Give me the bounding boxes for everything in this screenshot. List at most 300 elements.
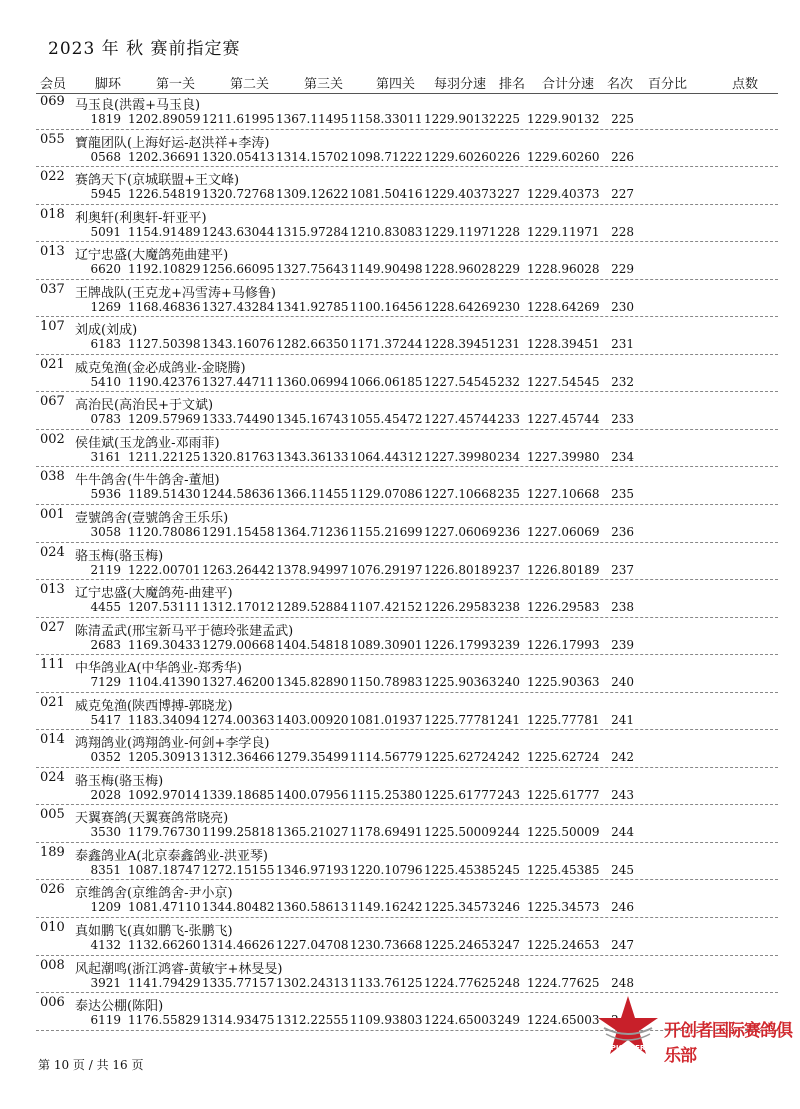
stage2-speed: 1320.05413: [202, 149, 275, 164]
stage3-speed: 1364.71236: [276, 525, 349, 540]
stage2-speed: 1256.66095: [202, 262, 275, 277]
place: 225: [611, 112, 634, 126]
total-speed: 1229.11971: [527, 224, 600, 239]
stage2-speed: 1199.25818: [202, 825, 275, 840]
ring-number: 4132: [90, 938, 121, 953]
club-name: 真如鹏飞(真如鹏飞-张鹏飞): [75, 924, 233, 940]
place: 246: [611, 900, 634, 915]
club-name: 风起潮鸣(浙江鸿睿-黄敏宇+林旻旻): [75, 961, 283, 977]
stage2-speed: 1320.72768: [202, 187, 275, 202]
row-divider: [36, 729, 778, 730]
club-name: 辽宁忠盛(大魔鸽苑-曲建平): [75, 586, 233, 602]
member-number: 010: [40, 920, 65, 936]
ring-number: 5091: [90, 224, 121, 239]
place: 230: [611, 299, 634, 314]
rank: 241: [497, 712, 520, 727]
stage2-speed: 1327.46200: [202, 675, 275, 690]
club-name: 威克兔渔(金必成鸽业-金晓腾): [75, 360, 246, 376]
club-name: 赛鸽天下(京城联盟+王文峰): [75, 173, 240, 189]
ring-number: 1209: [90, 900, 121, 915]
place: 248: [611, 975, 634, 990]
table-header: [36, 73, 776, 91]
table-row: [0, 919, 800, 957]
table-row: [0, 731, 800, 769]
member-number: 037: [40, 281, 65, 297]
member-number: 107: [40, 319, 65, 335]
stage1-speed: 1190.42376: [128, 374, 201, 389]
stage1-speed: 1132.66260: [128, 938, 201, 953]
stage1-speed: 1192.10829: [128, 262, 201, 277]
place: 237: [611, 562, 634, 577]
stage1-speed: 1168.46836: [128, 299, 201, 314]
stage2-speed: 1314.46626: [202, 938, 275, 953]
stage4-speed: 1150.78983: [350, 675, 423, 690]
stage2-speed: 1291.15458: [202, 525, 275, 540]
club-name: 壹號鸽舍(壹號鸽舍王乐乐): [75, 511, 229, 527]
total-speed: 1225.24653: [527, 938, 600, 953]
stage1-speed: 1211.22125: [128, 449, 201, 464]
header-ring: 脚环: [95, 77, 122, 92]
stage3-speed: 1289.52884: [276, 600, 349, 615]
speed-per-bird: 1226.80189: [424, 562, 497, 577]
speed-per-bird: 1229.60260: [424, 149, 497, 164]
ring-number: 5417: [90, 712, 121, 727]
stage4-speed: 1064.44312: [350, 449, 423, 464]
stage4-speed: 1055.45472: [350, 412, 423, 427]
header-speed: 每羽分速: [434, 77, 487, 92]
rank: 225: [497, 112, 520, 126]
ring-number: 3058: [90, 525, 121, 540]
header-stage4: 第四关: [376, 77, 416, 92]
total-speed: 1225.45385: [527, 862, 600, 877]
total-speed: 1225.90363: [527, 675, 600, 690]
total-speed: 1225.50009: [527, 825, 600, 840]
stage2-speed: 1274.00363: [202, 712, 275, 727]
ring-number: 5945: [90, 187, 121, 202]
stage1-speed: 1209.57969: [128, 412, 201, 427]
logo-badge-text: PIONEER: [610, 1044, 646, 1052]
speed-per-bird: 1227.45744: [424, 412, 497, 427]
stage3-speed: 1345.82890: [276, 675, 349, 690]
table-row: [0, 844, 800, 882]
speed-per-bird: 1225.24653: [424, 938, 497, 953]
ring-number: 0352: [90, 750, 121, 765]
stage3-speed: 1404.54818: [276, 637, 349, 652]
header-rank: 排名: [499, 77, 526, 92]
stage1-speed: 1120.78086: [128, 525, 201, 540]
ring-number: 5936: [90, 487, 121, 502]
ring-number: 5410: [90, 374, 121, 389]
speed-per-bird: 1229.11971: [424, 224, 497, 239]
rank: 227: [497, 187, 520, 202]
stage3-speed: 1279.35499: [276, 750, 349, 765]
total-speed: 1229.60260: [527, 149, 600, 164]
stage3-speed: 1315.97284: [276, 224, 349, 239]
member-number: 006: [40, 995, 65, 1011]
place: 235: [611, 487, 634, 502]
stage2-speed: 1344.80482: [202, 900, 275, 915]
stage2-speed: 1343.16076: [202, 337, 275, 352]
ring-number: 7129: [90, 675, 121, 690]
rank: 243: [497, 787, 520, 802]
member-number: 021: [40, 694, 65, 710]
ring-number: 0783: [90, 412, 121, 427]
table-row: [0, 318, 800, 356]
club-name: 天翼赛鸽(天翼赛鸽常晓亮): [75, 811, 229, 827]
row-divider: [36, 804, 778, 805]
stage4-speed: 1081.50416: [350, 187, 423, 202]
club-logo: [596, 994, 796, 1066]
stage3-speed: 1227.04708: [276, 938, 349, 953]
stage2-speed: 1333.74490: [202, 412, 275, 427]
table-row: [0, 206, 800, 244]
logo-text: 开创者国际赛鸽俱乐部: [664, 1021, 792, 1066]
club-name: 威克兔渔(陕西博搏-郭晓龙): [75, 698, 233, 714]
stage4-speed: 1230.73668: [350, 938, 423, 953]
row-divider: [36, 166, 778, 167]
club-name: 鸿翔鸽业(鸿翔鸽业-何剑+李学良): [75, 736, 270, 752]
rank: 236: [497, 525, 520, 540]
stage4-speed: 1171.37244: [350, 337, 423, 352]
row-divider: [36, 204, 778, 205]
header-stage2: 第二关: [230, 77, 270, 92]
table-row: [0, 131, 800, 169]
stage3-speed: 1282.66350: [276, 337, 349, 352]
stage4-speed: 1114.56779: [350, 750, 423, 765]
stage3-speed: 1343.36133: [276, 449, 349, 464]
total-speed: 1225.62724: [527, 750, 600, 765]
place: 243: [611, 787, 634, 802]
ring-number: 6620: [90, 262, 121, 277]
club-name: 中华鸽业A(中华鸽业-郑秀华): [75, 661, 242, 677]
table-row: [0, 168, 800, 206]
total-speed: 1224.77625: [527, 975, 600, 990]
stage3-speed: 1400.07956: [276, 787, 349, 802]
rank: 226: [497, 149, 520, 164]
member-number: 069: [40, 94, 65, 109]
row-divider: [36, 466, 778, 467]
stage2-speed: 1335.77157: [202, 975, 275, 990]
club-name: 京维鸽舍(京维鸽舍-尹小京): [75, 886, 233, 902]
header-stage3: 第三关: [304, 77, 344, 92]
speed-per-bird: 1224.65003: [424, 1013, 497, 1028]
table-row: [0, 694, 800, 732]
place: 238: [611, 600, 634, 615]
stage1-speed: 1087.18747: [128, 862, 201, 877]
header-total: 合计分速: [542, 77, 595, 92]
stage4-speed: 1109.93803: [350, 1013, 423, 1028]
table-row: [0, 356, 800, 394]
member-number: 026: [40, 882, 65, 898]
stage3-speed: 1312.22555: [276, 1013, 349, 1028]
ring-number: 8351: [90, 862, 121, 877]
stage4-speed: 1149.90498: [350, 262, 423, 277]
club-name: 泰鑫鸽业A(北京泰鑫鸽业-洪亚琴): [75, 848, 268, 864]
club-name: 王牌战队(王克龙+冯雪涛+马修鲁): [75, 285, 276, 301]
total-speed: 1227.39980: [527, 449, 600, 464]
stage1-speed: 1176.55829: [128, 1013, 201, 1028]
page-title: 2023 年 秋 赛前指定赛: [48, 39, 241, 59]
place: 233: [611, 412, 634, 427]
club-name: 寶龍团队(上海好运-赵洪祥+李涛): [75, 135, 270, 151]
stage4-speed: 1098.71222: [350, 149, 423, 164]
ring-number: 1269: [90, 299, 121, 314]
club-name: 辽宁忠盛(大魔鸽苑曲建平): [75, 248, 229, 264]
stage1-speed: 1207.53111: [128, 600, 201, 615]
stage3-speed: 1346.97193: [276, 862, 349, 877]
stage3-speed: 1314.15702: [276, 149, 349, 164]
speed-per-bird: 1228.64269: [424, 299, 497, 314]
ring-number: 3921: [90, 975, 121, 990]
rank: 238: [497, 600, 520, 615]
stage4-speed: 1129.07086: [350, 487, 423, 502]
ring-number: 3161: [90, 449, 121, 464]
table-row: [0, 243, 800, 281]
speed-per-bird: 1227.10668: [424, 487, 497, 502]
row-divider: [36, 279, 778, 280]
rank: 242: [497, 750, 520, 765]
place: 247: [611, 938, 634, 953]
stage1-speed: 1222.00701: [128, 562, 201, 577]
ring-number: 3530: [90, 825, 121, 840]
table-row: [0, 506, 800, 544]
stage4-speed: 1066.06185: [350, 374, 423, 389]
rank: 231: [497, 337, 520, 352]
member-number: 067: [40, 394, 65, 410]
club-name: 泰达公棚(陈阳): [75, 999, 164, 1015]
club-name: 高治民(高治民+于文斌): [75, 398, 214, 414]
member-number: 008: [40, 957, 65, 973]
place: 228: [611, 224, 634, 239]
club-name: 牛牛鸽舍(牛牛鸽舍-董旭): [75, 473, 220, 489]
stage3-speed: 1403.00920: [276, 712, 349, 727]
speed-per-bird: 1224.77625: [424, 975, 497, 990]
speed-per-bird: 1229.40373: [424, 187, 497, 202]
stage3-speed: 1302.24313: [276, 975, 349, 990]
member-number: 111: [40, 657, 65, 673]
row-divider: [36, 579, 778, 580]
stage4-speed: 1149.16242: [350, 900, 423, 915]
header-points: 点数: [732, 77, 759, 92]
rank: 239: [497, 637, 520, 652]
table-row: [0, 544, 800, 582]
stage1-speed: 1127.50398: [128, 337, 201, 352]
member-number: 024: [40, 769, 65, 785]
row-divider: [36, 429, 778, 430]
header-place: 名次: [607, 77, 634, 92]
stage4-speed: 1107.42152: [350, 600, 423, 615]
club-name: 刘成(刘成): [75, 323, 138, 339]
stage2-speed: 1320.81763: [202, 449, 275, 464]
ring-number: 4455: [90, 600, 121, 615]
stage4-speed: 1100.16456: [350, 299, 423, 314]
stage2-speed: 1244.58636: [202, 487, 275, 502]
place: 232: [611, 374, 634, 389]
ring-number: 1819: [90, 112, 121, 126]
member-number: 001: [40, 507, 65, 523]
club-name: 骆玉梅(骆玉梅): [75, 773, 164, 789]
table-row: [0, 806, 800, 844]
rank: 232: [497, 374, 520, 389]
table-row: [0, 468, 800, 506]
stage1-speed: 1183.34094: [128, 712, 201, 727]
member-number: 024: [40, 544, 65, 560]
rank: 233: [497, 412, 520, 427]
table-row: [0, 957, 800, 995]
row-divider: [36, 129, 778, 130]
member-number: 014: [40, 732, 65, 748]
table-row: [0, 769, 800, 807]
stage2-speed: 1312.36466: [202, 750, 275, 765]
member-number: 021: [40, 356, 65, 372]
speed-per-bird: 1225.77781: [424, 712, 497, 727]
stage1-speed: 1169.30433: [128, 637, 201, 652]
stage1-speed: 1205.30913: [128, 750, 201, 765]
speed-per-bird: 1225.50009: [424, 825, 497, 840]
page-footer: 第 10 页 / 共 16 页: [38, 1058, 144, 1072]
table-row: [0, 581, 800, 619]
pioneer-star-icon: [596, 994, 660, 1058]
table-row: [0, 656, 800, 694]
place: 241: [611, 712, 634, 727]
speed-per-bird: 1229.90132: [424, 112, 497, 126]
place: 231: [611, 337, 634, 352]
rank: 235: [497, 487, 520, 502]
total-speed: 1224.65003: [527, 1013, 600, 1028]
stage3-speed: 1366.11455: [276, 487, 349, 502]
row-divider: [36, 542, 778, 543]
row-divider: [36, 917, 778, 918]
table-row: [0, 619, 800, 657]
table-row: [0, 431, 800, 469]
total-speed: 1226.29583: [527, 600, 600, 615]
place: 240: [611, 675, 634, 690]
stage3-speed: 1365.21027: [276, 825, 349, 840]
speed-per-bird: 1227.06069: [424, 525, 497, 540]
rank: 246: [497, 900, 520, 915]
stage1-speed: 1189.51430: [128, 487, 201, 502]
stage4-speed: 1133.76125: [350, 975, 423, 990]
stage1-speed: 1226.54819: [128, 187, 201, 202]
stage3-speed: 1360.58613: [276, 900, 349, 915]
total-speed: 1226.17993: [527, 637, 600, 652]
row-divider: [36, 767, 778, 768]
stage4-speed: 1210.83083: [350, 224, 423, 239]
member-number: 038: [40, 469, 65, 485]
speed-per-bird: 1228.96028: [424, 262, 497, 277]
speed-per-bird: 1225.34573: [424, 900, 497, 915]
stage3-speed: 1345.16743: [276, 412, 349, 427]
stage3-speed: 1360.06994: [276, 374, 349, 389]
row-divider: [36, 654, 778, 655]
header-stage1: 第一关: [156, 77, 196, 92]
rank: 245: [497, 862, 520, 877]
member-number: 189: [40, 844, 65, 860]
stage1-speed: 1179.76730: [128, 825, 201, 840]
stage1-speed: 1202.89059: [128, 112, 201, 126]
rank: 244: [497, 825, 520, 840]
stage2-speed: 1327.43284: [202, 299, 275, 314]
member-number: 022: [40, 169, 65, 185]
place: 226: [611, 149, 634, 164]
speed-per-bird: 1225.61777: [424, 787, 497, 802]
stage4-speed: 1178.69491: [350, 825, 423, 840]
stage4-speed: 1220.10796: [350, 862, 423, 877]
rank: 247: [497, 938, 520, 953]
total-speed: 1227.10668: [527, 487, 600, 502]
place: 245: [611, 862, 634, 877]
header-percent: 百分比: [648, 77, 688, 92]
row-divider: [36, 316, 778, 317]
rank: 240: [497, 675, 520, 690]
stage2-speed: 1339.18685: [202, 787, 275, 802]
total-speed: 1228.64269: [527, 299, 600, 314]
stage3-speed: 1341.92785: [276, 299, 349, 314]
rank: 228: [497, 224, 520, 239]
stage4-speed: 1081.01937: [350, 712, 423, 727]
stage1-speed: 1104.41390: [128, 675, 201, 690]
ring-number: 2119: [90, 562, 121, 577]
stage1-speed: 1092.97014: [128, 787, 201, 802]
place: 242: [611, 750, 634, 765]
table-row: [0, 281, 800, 319]
speed-per-bird: 1227.54545: [424, 374, 497, 389]
rank: 234: [497, 449, 520, 464]
place: 229: [611, 262, 634, 277]
speed-per-bird: 1228.39451: [424, 337, 497, 352]
club-name: 陈清孟武(邢宝新马平于德玲张建孟武): [75, 623, 294, 639]
member-number: 002: [40, 431, 65, 447]
place: 244: [611, 825, 634, 840]
club-name: 马玉良(洪霞+马玉良): [75, 98, 201, 113]
stage4-speed: 1155.21699: [350, 525, 423, 540]
rank: 248: [497, 975, 520, 990]
stage2-speed: 1243.63044: [202, 224, 275, 239]
row-divider: [36, 842, 778, 843]
stage4-speed: 1158.33011: [350, 112, 423, 126]
row-divider: [36, 992, 778, 993]
total-speed: 1226.80189: [527, 562, 600, 577]
total-speed: 1227.45744: [527, 412, 600, 427]
header-member: 会员: [40, 77, 67, 92]
stage1-speed: 1154.91489: [128, 224, 201, 239]
row-divider: [36, 955, 778, 956]
member-number: 013: [40, 582, 65, 598]
stage2-speed: 1312.17012: [202, 600, 275, 615]
rank: 237: [497, 562, 520, 577]
stage4-speed: 1089.30901: [350, 637, 423, 652]
place: 234: [611, 449, 634, 464]
speed-per-bird: 1225.62724: [424, 750, 497, 765]
results-table: [0, 93, 800, 1032]
place: 239: [611, 637, 634, 652]
stage2-speed: 1263.26442: [202, 562, 275, 577]
place: 236: [611, 525, 634, 540]
row-divider: [36, 354, 778, 355]
member-number: 055: [40, 131, 65, 147]
rank: 229: [497, 262, 520, 277]
club-name: 利奥轩(利奥轩-轩亚平): [75, 210, 207, 226]
stage2-speed: 1211.61995: [202, 112, 275, 126]
stage3-speed: 1378.94997: [276, 562, 349, 577]
total-speed: 1228.39451: [527, 337, 600, 352]
stage3-speed: 1309.12622: [276, 187, 349, 202]
stage3-speed: 1327.75643: [276, 262, 349, 277]
stage4-speed: 1076.29197: [350, 562, 423, 577]
member-number: 005: [40, 807, 65, 823]
speed-per-bird: 1225.90363: [424, 675, 497, 690]
total-speed: 1225.34573: [527, 900, 600, 915]
